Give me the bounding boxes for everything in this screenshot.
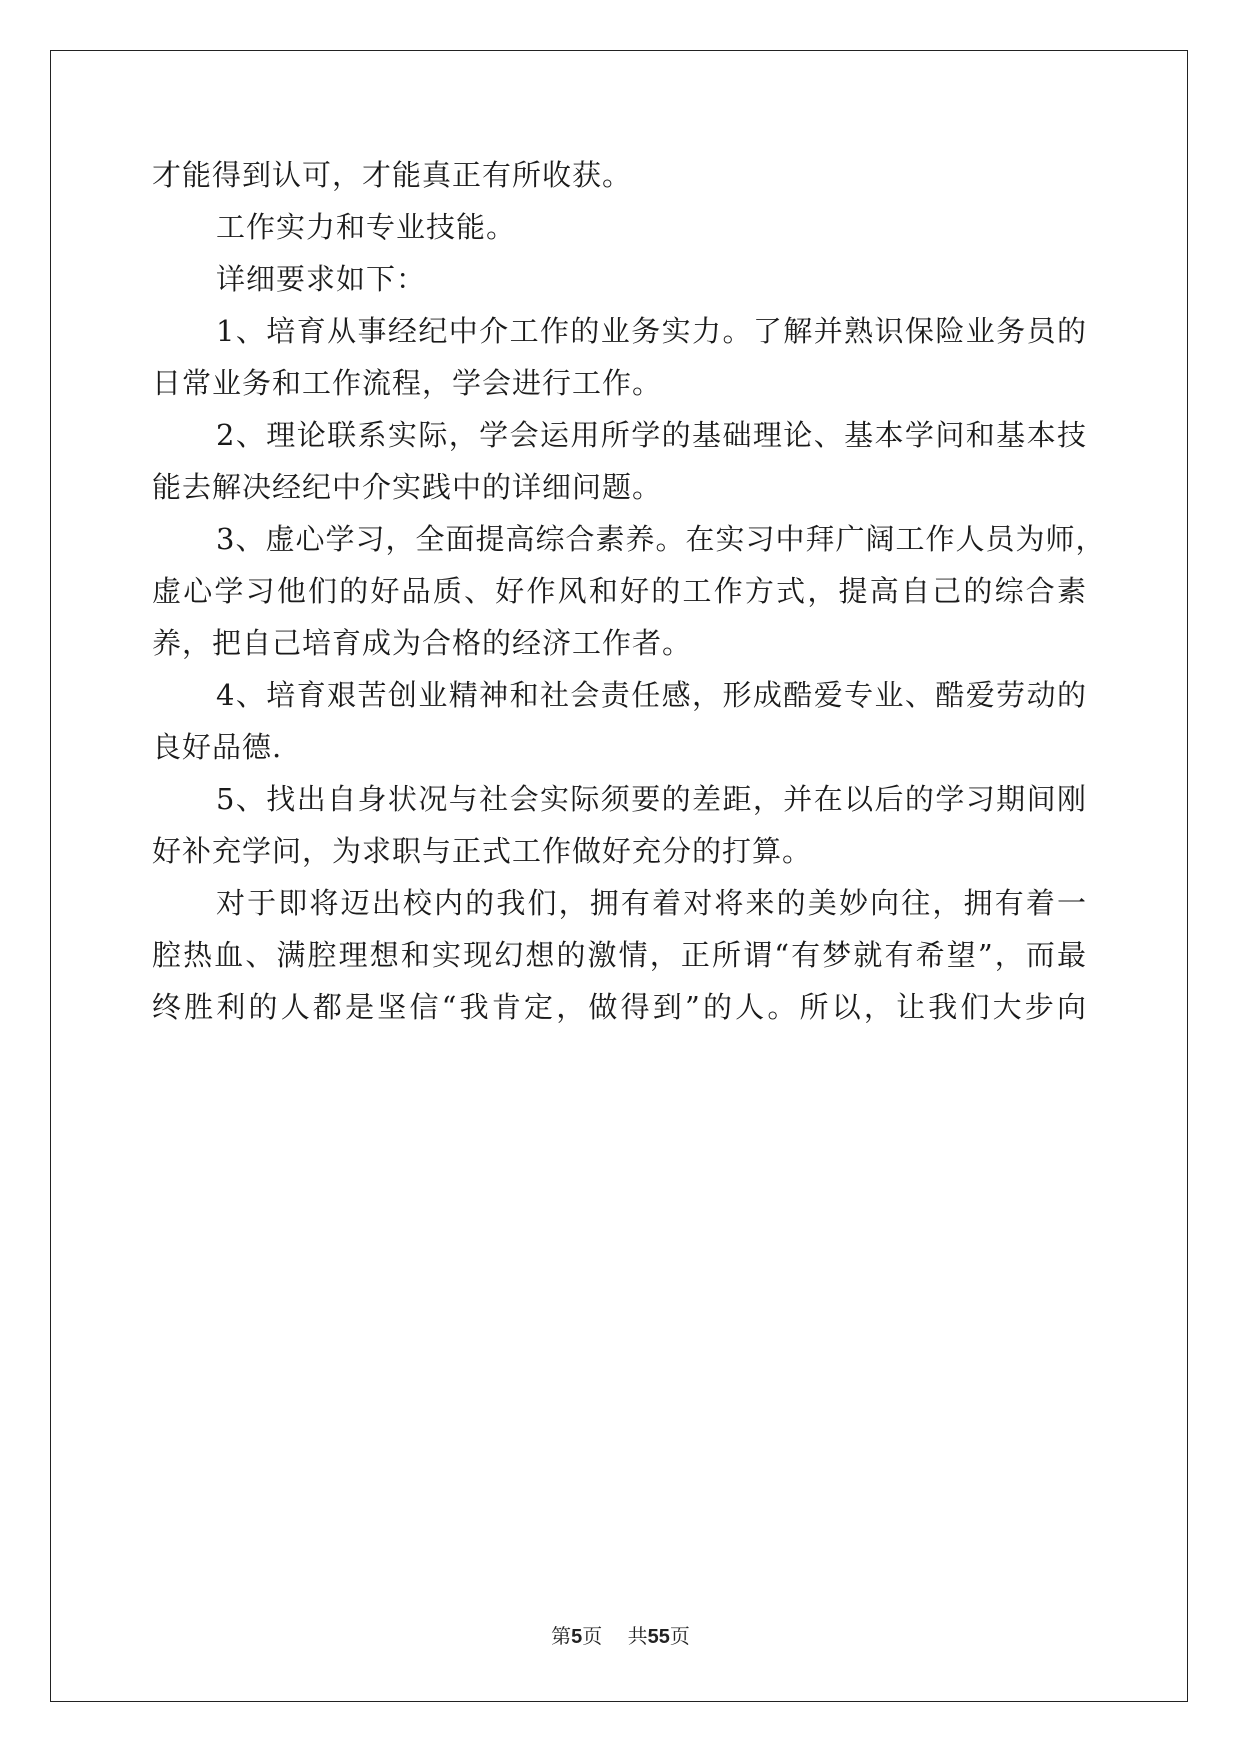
body-line-13: 5、找出自身状况与社会实际须要的差距，并在以后的学习期间刚 [216, 782, 1087, 816]
body-line-11: 4、培育艰苦创业精神和社会责任感，形成酷爱专业、酷爱劳动的 [216, 678, 1087, 712]
body-line-3: 详细要求如下： [216, 262, 427, 296]
body-line-7: 能去解决经纪中介实践中的详细问题。 [152, 470, 663, 504]
body-line-5: 日常业务和工作流程，学会进行工作。 [152, 366, 663, 400]
body-line-9: 虚心学习他们的好品质、好作风和好的工作方式，提高自己的综合素 [152, 574, 1087, 608]
body-line-6: 2、理论联系实际，学会运用所学的基础理论、基本学问和基本技 [216, 418, 1087, 452]
body-line-12: 良好品德. [152, 730, 283, 764]
body-line-14: 好补充学问，为求职与正式工作做好充分的打算。 [152, 834, 813, 868]
page-footer [0, 1620, 1241, 1649]
body-line-10: 养，把自己培育成为合格的经济工作者。 [152, 626, 693, 660]
footer-prefix: 第 [551, 1624, 572, 1648]
footer-total-suffix: 页 [669, 1624, 690, 1648]
footer-page-number: 5 [571, 1626, 583, 1648]
footer-page-suffix: 页 [582, 1624, 603, 1648]
body-line-8: 3、虚心学习，全面提高综合素养。在实习中拜广阔工作人员为师， [216, 522, 1106, 556]
footer-total-prefix: 共 [627, 1624, 648, 1648]
document-body [152, 158, 1106, 1048]
body-line-15: 对于即将迈出校内的我们，拥有着对将来的美妙向往，拥有着一 [216, 886, 1087, 920]
body-line-2: 工作实力和专业技能。 [216, 210, 517, 244]
body-line-1: 才能得到认可，才能真正有所收获。 [152, 158, 633, 192]
footer-total-pages: 55 [647, 1626, 670, 1648]
body-line-4: 1、培育从事经纪中介工作的业务实力。了解并熟识保险业务员的 [216, 314, 1087, 348]
body-line-17: 终胜利的人都是坚信“我肯定，做得到”的人。所以，让我们大步向 [152, 990, 1087, 1024]
body-line-16: 腔热血、满腔理想和实现幻想的激情，正所谓“有梦就有希望”，而最 [152, 938, 1087, 972]
